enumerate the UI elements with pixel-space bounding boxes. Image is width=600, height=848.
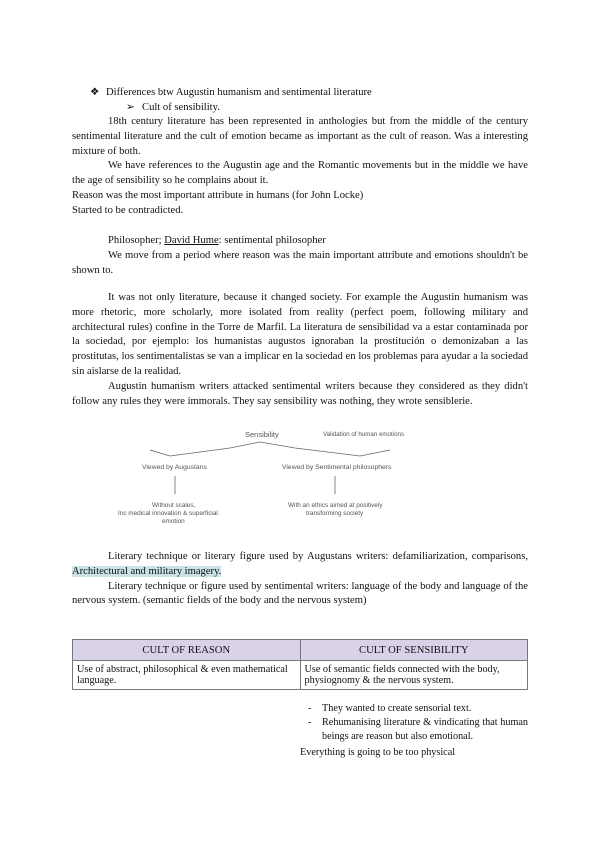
conclusion-text: Everything is going to be too physical (300, 747, 456, 758)
sub-bullet-text: Cult of sensibility. (142, 102, 220, 113)
diagram-left-leaf-1: Without scales, (152, 502, 196, 509)
diagram-left-node: Viewed by Augustans (142, 464, 207, 471)
diagram-right-node: Viewed by Sentimental philosophers (282, 464, 392, 471)
list-item (300, 702, 528, 716)
sensibility-diagram (110, 428, 440, 528)
highlighted-imagery: Architectural and military imagery. (72, 565, 222, 577)
diagram-left-branch (150, 450, 170, 456)
cell-reason: Use of abstract, philosophical & even mathematical language. (73, 661, 301, 690)
paragraph-7: Augustin humanism writers attacked sentimental writers because they considered as they didn't follow any rules they were immorals. They say sensibility was nothing, they wrote sensiblerie. (72, 380, 528, 407)
main-bullet-text: Differences btw Augustin humanism and sentimental literature (106, 87, 372, 98)
philosopher-name: David Hume (164, 235, 219, 246)
paragraph-2: We have references to the Augustin age and the Romantic movements but in the middle we have the age of sensibility so he complains about it. (72, 160, 528, 187)
header-cult-of-reason: CULT OF REASON (73, 640, 301, 661)
list-item-text: They wanted to create sensorial text. (322, 703, 472, 714)
cell-sensibility: Use of semantic fields connected with the body, physiognomy & the nervous system. (300, 661, 528, 690)
diagram-note: Validation of human emotions (323, 431, 405, 438)
diagram-left-leaf-2: Inc medical innovation & superficial (118, 510, 218, 517)
augustans-technique (72, 550, 528, 580)
sensibility-notes (300, 702, 528, 760)
diamond-bullet-icon: ❖ (90, 87, 100, 98)
list-item (300, 716, 528, 744)
philosopher-suffix: : sentimental philosopher (218, 235, 326, 246)
table-row (73, 661, 528, 690)
header-cult-of-sensibility: CULT OF SENSIBILITY (300, 640, 528, 661)
diagram-root: Sensibility (245, 430, 279, 439)
diagram-branch-line (170, 442, 360, 456)
society-section (72, 291, 528, 409)
paragraph-3: Reason was the most important attribute in humans (for John Locke) (72, 189, 364, 201)
main-bullet (90, 86, 372, 101)
table-header-row (73, 640, 528, 661)
list-item-text: Rehumanising literature & vindicating that human beings are reason but also emotional. (322, 717, 528, 742)
dash-bullet-icon: - (308, 703, 312, 714)
diagram-right-leaf-2: transforming society (306, 510, 364, 517)
augustans-technique-text: Literary technique or literary figure used by Augustans writers: defamiliarization, comparisons, (108, 551, 528, 562)
diagram-left-leaf-3: emotion (162, 518, 185, 525)
sentimental-technique: Literary technique or figure used by sentimental writers: language of the body and language of the nervous system. (semantic fields of the body and the nervous system) (72, 580, 528, 607)
diagram-right-leaf-1: With an ethics aimed at positively (288, 502, 383, 509)
techniques-section (72, 550, 528, 609)
intro-section (72, 115, 528, 219)
philosopher-prefix: Philosopher; (108, 235, 162, 246)
paragraph-1: 18th century literature has been represented in anthologies but from the middle of the century sentimental literature and the cult of emotion became as important as the cult of reason. Was a interesting mixture of both. (72, 116, 528, 157)
arrow-bullet-icon: ➢ (126, 102, 135, 113)
paragraph-4: Started to be contradicted. (72, 204, 184, 216)
philosopher-section (72, 234, 528, 278)
diagram-right-branch (360, 450, 390, 456)
paragraph-6: It was not only literature, because it changed society. For example the Augustin humanism was more rhetoric, more scholarly, more isolated from reality (perfect poem, following military and architectural rules) confine in the Torre de Marfil. La literatura de sensibilidad va a estar contaminada por la sociedad, por ejemplo: los humanistas augustos ignoraban la prostitución o demonizaban a las prostitutas, los sentimentalistas se van a implicar en la sociedad en los problemas para ayudar a la sociedad sin aislarse de la realidad. (72, 292, 528, 377)
dash-bullet-icon: - (308, 717, 312, 728)
philosopher-line (72, 234, 528, 249)
paragraph-5: We move from a period where reason was the main important attribute and emotions shouldn't be shown to. (72, 249, 528, 276)
comparison-table (72, 639, 528, 690)
sub-bullet (126, 101, 220, 116)
